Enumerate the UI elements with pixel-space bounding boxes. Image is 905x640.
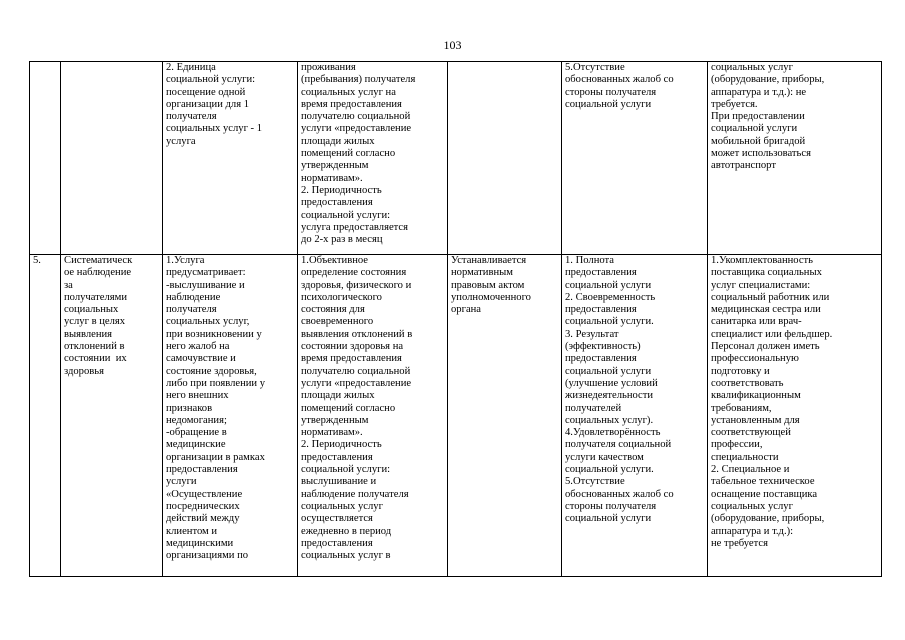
cell-line: (эффективность) bbox=[565, 341, 641, 353]
social-services-table bbox=[29, 61, 882, 577]
cell-line: 2. Единица bbox=[166, 62, 216, 73]
cell-line: выявления bbox=[64, 328, 113, 340]
cell-line: профессиональную bbox=[711, 353, 799, 365]
cell-line: 2. Своевременность bbox=[565, 291, 656, 303]
cell-line: помещений согласно bbox=[301, 148, 396, 160]
cell-line: 1.Объективное bbox=[301, 255, 369, 266]
cell-line: табельное техническое bbox=[711, 476, 815, 488]
cell-line: определение состояния bbox=[301, 267, 407, 279]
cell-line: медицинскими bbox=[166, 537, 234, 549]
table-row bbox=[30, 255, 882, 577]
cell-line: действий между bbox=[166, 513, 240, 525]
cell-line: предоставления bbox=[301, 451, 373, 463]
cell-line: здоровья bbox=[64, 365, 104, 377]
cell-line: социальной услуги bbox=[565, 513, 652, 525]
cell-line: требуется. bbox=[711, 98, 758, 110]
cell-line: 1. Полнота bbox=[565, 255, 614, 266]
page-number: 103 bbox=[443, 38, 462, 52]
cell-line: социальной услуги. bbox=[565, 316, 654, 328]
row-number-cell bbox=[30, 255, 61, 577]
cell-line: получателя социальной bbox=[565, 439, 672, 451]
cell-line: стороны получателя bbox=[565, 500, 657, 512]
cell-line: Систематическ bbox=[64, 255, 133, 266]
cell-line: 1.Услуга bbox=[166, 255, 205, 266]
cell-line: услуги bbox=[166, 476, 197, 488]
cell-line: жизнедеятельности bbox=[565, 390, 654, 402]
cell-line: состоянии их bbox=[64, 353, 127, 365]
cell-line: специалист или фельдшер. bbox=[711, 328, 833, 340]
table-row bbox=[30, 62, 882, 255]
cell-line: социальной услуги bbox=[565, 365, 652, 377]
cell-line: аппаратура и т.д.): не bbox=[711, 86, 807, 98]
cell-line: автотранспорт bbox=[711, 160, 776, 172]
cell-line: наблюдение bbox=[166, 291, 221, 303]
cell-line: состоянии здоровья на bbox=[301, 341, 404, 353]
cell-line: 4.Удовлетворённость bbox=[565, 427, 661, 439]
cell-line: (оборудование, приборы, bbox=[711, 74, 825, 86]
cell-line: клиентом и bbox=[166, 525, 218, 537]
cell-line: -обращение в bbox=[166, 427, 227, 439]
cell-line: требованиям, bbox=[711, 402, 772, 414]
cell-line: оснащение поставщика bbox=[711, 488, 818, 500]
cell-line: посещение одной bbox=[166, 86, 246, 98]
service-description-cell bbox=[163, 62, 298, 255]
cell-line: социальных услуг bbox=[711, 62, 793, 73]
cell-line: Персонал должен иметь bbox=[711, 341, 820, 353]
tariff-cell bbox=[448, 255, 562, 577]
cell-line: состояния для bbox=[301, 304, 365, 316]
cell-line: предоставления bbox=[301, 537, 373, 549]
cell-line: социальных услуг bbox=[301, 500, 383, 512]
cell-line: за bbox=[64, 279, 73, 291]
cell-line: социальных услуг в bbox=[301, 550, 391, 562]
cell-line: социальной услуги. bbox=[565, 464, 654, 476]
cell-line: 1.Укомплектованность bbox=[711, 255, 813, 266]
cell-line: услуг в целях bbox=[64, 316, 126, 328]
service-description-cell bbox=[163, 255, 298, 577]
cell-line: социальных услуг bbox=[711, 500, 793, 512]
cell-line: социальный работник или bbox=[711, 291, 830, 303]
cell-line: своевременного bbox=[301, 316, 374, 328]
cell-line: получателю социальной bbox=[301, 111, 411, 123]
cell-line: здоровья, физического и bbox=[301, 279, 412, 291]
cell-line: 5. bbox=[33, 255, 41, 266]
cell-line: профессии, bbox=[711, 439, 763, 451]
cell-line: услуга bbox=[166, 135, 196, 147]
cell-line: нормативам». bbox=[301, 427, 363, 439]
cell-line: нормативам». bbox=[301, 172, 363, 184]
cell-line: 2. Периодичность bbox=[301, 439, 382, 451]
cell-line: получателю социальной bbox=[301, 365, 411, 377]
cell-line: 2. Периодичность bbox=[301, 184, 382, 196]
cell-line: предоставления bbox=[301, 197, 373, 209]
quality-indicators-cell bbox=[562, 255, 708, 577]
cell-line: проживания bbox=[301, 62, 356, 73]
terms-cell bbox=[298, 62, 448, 255]
cell-line: получателя bbox=[166, 304, 217, 316]
cell-line: организациями по bbox=[166, 550, 249, 562]
cell-line: квалификационным bbox=[711, 390, 801, 402]
cell-line: соответствовать bbox=[711, 377, 784, 389]
cell-line: социальной услуги bbox=[711, 123, 798, 135]
cell-line: отклонений в bbox=[64, 341, 125, 353]
cell-line: поставщика социальных bbox=[711, 267, 822, 279]
service-name-cell bbox=[61, 62, 163, 255]
cell-line: аппаратура и т.д.): bbox=[711, 525, 794, 537]
conditions-cell bbox=[708, 255, 882, 577]
cell-line: предоставления bbox=[565, 304, 637, 316]
cell-line: предоставления bbox=[565, 267, 637, 279]
row-number-cell bbox=[30, 62, 61, 255]
cell-line: недомогания; bbox=[166, 414, 227, 426]
cell-line: психологического bbox=[301, 291, 382, 303]
cell-line: социальных услуг на bbox=[301, 86, 396, 98]
table-body bbox=[30, 62, 882, 577]
quality-indicators-cell bbox=[562, 62, 708, 255]
cell-line: может использоваться bbox=[711, 148, 811, 160]
cell-line: обоснованных жалоб со bbox=[565, 488, 674, 500]
cell-line: органа bbox=[451, 304, 482, 316]
cell-line: него жалоб на bbox=[166, 341, 230, 353]
cell-line: посреднических bbox=[166, 500, 240, 512]
cell-line: социальной услуги bbox=[565, 279, 652, 291]
cell-line: обоснованных жалоб со bbox=[565, 74, 674, 86]
cell-line: услуг специалистами: bbox=[711, 279, 811, 291]
cell-line: При предоставлении bbox=[711, 111, 805, 123]
cell-line: социальной услуги: bbox=[301, 464, 391, 476]
cell-line: ежедневно в период bbox=[301, 525, 392, 537]
cell-line: получателя bbox=[166, 111, 217, 123]
cell-line: 5.Отсутствие bbox=[565, 62, 625, 73]
cell-line: уполномоченного bbox=[451, 291, 531, 303]
cell-line: самочувствие и bbox=[166, 353, 236, 365]
cell-line: услуги «предоставление bbox=[301, 377, 412, 389]
cell-line: социальных bbox=[64, 304, 119, 316]
cell-line: либо при появлении у bbox=[166, 377, 266, 389]
cell-line: -выслушивание и bbox=[166, 279, 245, 291]
cell-line: состояние здоровья, bbox=[166, 365, 257, 377]
cell-line: ое наблюдение bbox=[64, 267, 132, 279]
cell-line: наблюдение получателя bbox=[301, 488, 409, 500]
cell-line: утвержденным bbox=[301, 414, 369, 426]
cell-line: соответствующей bbox=[711, 427, 791, 439]
cell-line: выслушивание и bbox=[301, 476, 377, 488]
cell-line: осуществляется bbox=[301, 513, 373, 525]
cell-line: услуги «предоставление bbox=[301, 123, 412, 135]
service-name-cell bbox=[61, 255, 163, 577]
tariff-cell bbox=[448, 62, 562, 255]
cell-line: 3. Результат bbox=[565, 328, 619, 340]
cell-line: выявления отклонений в bbox=[301, 328, 413, 340]
cell-line: услуги качеством bbox=[565, 451, 644, 463]
cell-line: (улучшение условий bbox=[565, 377, 658, 389]
cell-line: стороны получателя bbox=[565, 86, 657, 98]
cell-line: предоставления bbox=[565, 353, 637, 365]
cell-line: «Осуществление bbox=[166, 488, 243, 500]
cell-line: признаков bbox=[166, 402, 213, 414]
cell-line: при возникновении у bbox=[166, 328, 262, 340]
cell-line: него внешних bbox=[166, 390, 229, 402]
cell-line: социальных услуг, bbox=[166, 316, 250, 328]
cell-line: Устанавливается bbox=[451, 255, 527, 266]
cell-line: не требуется bbox=[711, 537, 768, 549]
cell-line: подготовку и bbox=[711, 365, 770, 377]
cell-line: услуга предоставляется bbox=[301, 221, 408, 233]
cell-line: организации в рамках bbox=[166, 451, 265, 463]
cell-line: 2. Специальное и bbox=[711, 464, 790, 476]
terms-cell bbox=[298, 255, 448, 577]
cell-line: социальной услуги: bbox=[301, 209, 391, 221]
cell-line: медицинские bbox=[166, 439, 226, 451]
cell-line: время предоставления bbox=[301, 98, 402, 110]
cell-line: получателей bbox=[565, 402, 622, 414]
cell-line: установленным для bbox=[711, 414, 800, 426]
cell-line: предоставления bbox=[166, 464, 238, 476]
cell-line: социальной услуги bbox=[565, 98, 652, 110]
cell-line: 5.Отсутствие bbox=[565, 476, 625, 488]
cell-line: утвержденным bbox=[301, 160, 369, 172]
cell-line: социальных услуг - 1 bbox=[166, 123, 263, 135]
cell-line: нормативным bbox=[451, 267, 513, 279]
cell-line: площади жилых bbox=[301, 135, 375, 147]
cell-line: правовым актом bbox=[451, 279, 525, 291]
cell-line: медицинская сестра или bbox=[711, 304, 821, 316]
cell-line: организации для 1 bbox=[166, 98, 250, 110]
cell-line: получателями bbox=[64, 291, 128, 303]
cell-line: (оборудование, приборы, bbox=[711, 513, 825, 525]
cell-line: санитарка или врач- bbox=[711, 316, 802, 328]
cell-line: социальной услуги: bbox=[166, 74, 256, 86]
cell-line: до 2-х раз в месяц bbox=[301, 234, 383, 246]
cell-line: специальности bbox=[711, 451, 779, 463]
cell-line: мобильной бригадой bbox=[711, 135, 806, 147]
conditions-cell bbox=[708, 62, 882, 255]
cell-line: помещений согласно bbox=[301, 402, 396, 414]
cell-line: социальных услуг). bbox=[565, 414, 654, 426]
cell-line: (пребывания) получателя bbox=[301, 74, 416, 86]
cell-line: площади жилых bbox=[301, 390, 375, 402]
cell-line: время предоставления bbox=[301, 353, 402, 365]
cell-line: предусматривает: bbox=[166, 267, 246, 279]
